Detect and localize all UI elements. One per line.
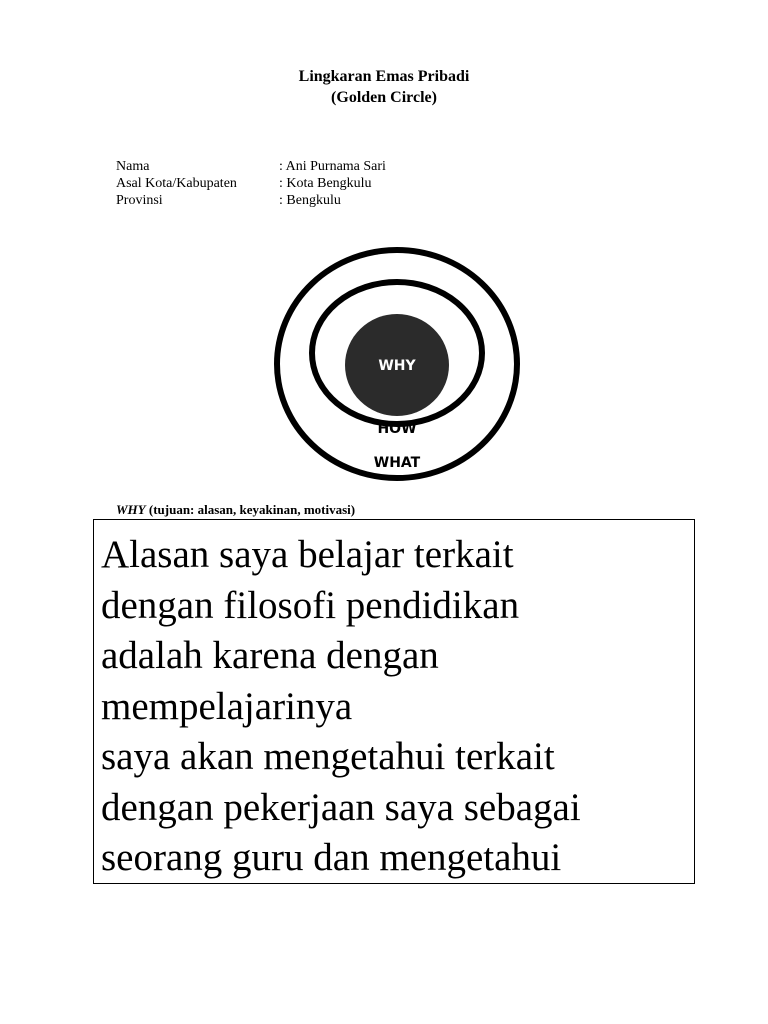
why-answer-box — [93, 519, 695, 884]
why-heading-keyword: WHY — [116, 502, 146, 517]
info-label: Asal Kota/Kabupaten — [116, 176, 237, 191]
info-row-asal — [116, 175, 386, 192]
document-title — [0, 66, 768, 108]
info-row-nama — [116, 158, 386, 175]
why-answer-text: Alasan saya belajar terkait dengan filosofi pendidikan adalah karena dengan mempelajarinya saya akan mengetahui terkait dengan pekerjaan saya sebagai seorang guru dan mengetahui — [101, 533, 581, 879]
title-line-2: (Golden Circle) — [331, 89, 437, 106]
info-value: : Ani Purnama Sari — [279, 159, 386, 174]
info-row-provinsi — [116, 192, 386, 209]
info-label: Nama — [116, 159, 150, 174]
why-label: WHY — [378, 358, 416, 374]
why-section-heading — [116, 502, 355, 518]
info-value: : Bengkulu — [279, 193, 341, 208]
title-line-1: Lingkaran Emas Pribadi — [298, 68, 470, 85]
info-label: Provinsi — [116, 193, 163, 208]
identity-table — [116, 158, 386, 209]
why-heading-description: (tujuan: alasan, keyakinan, motivasi) — [145, 502, 356, 517]
what-label: WHAT — [373, 455, 421, 471]
how-label: HOW — [377, 421, 417, 437]
golden-circle-diagram — [272, 246, 522, 482]
info-value: : Kota Bengkulu — [279, 176, 372, 191]
